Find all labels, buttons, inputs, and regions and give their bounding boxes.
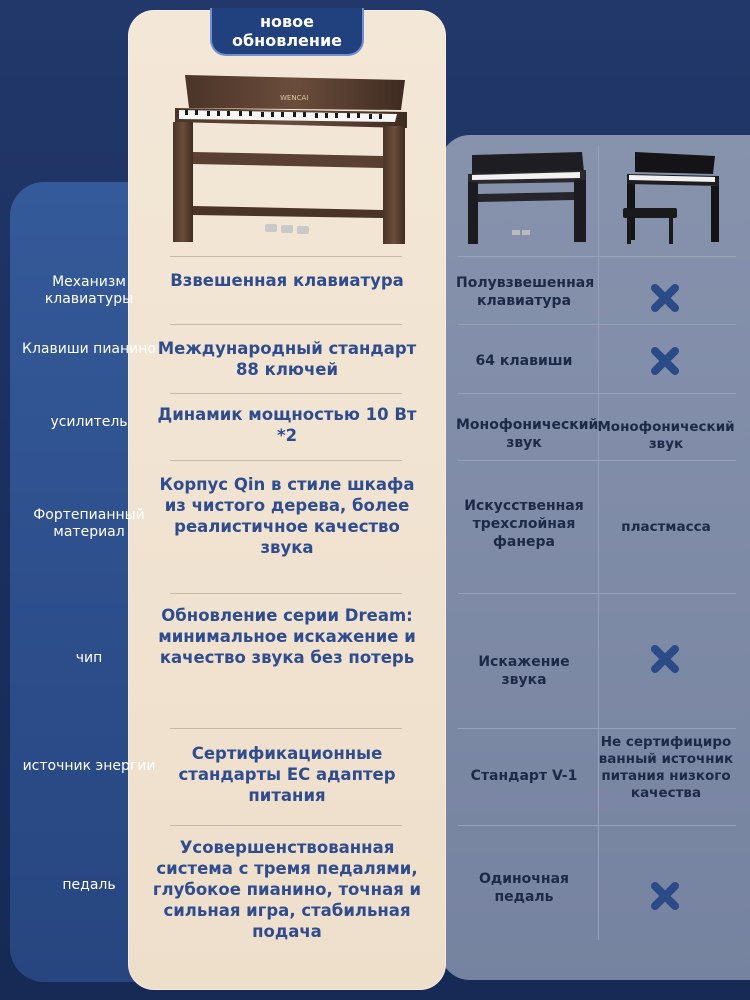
competitor1-chip: Искажение звука	[478, 654, 570, 688]
row-divider	[458, 324, 736, 325]
row-divider	[458, 825, 736, 826]
competitor2-material: пластмасса	[621, 519, 711, 535]
feature-label-pedal: педаль	[62, 877, 116, 893]
badge-line-1: новое	[259, 12, 314, 31]
competitor1-keyboard-mechanism: Полувзвешенная клавиатура	[456, 275, 595, 309]
row-divider	[170, 256, 402, 257]
x-mark-icon	[648, 879, 682, 913]
x-mark-icon	[648, 344, 682, 378]
piano-brand-text: WENCAI	[280, 94, 309, 102]
row-divider	[170, 593, 402, 594]
row-divider	[170, 460, 402, 461]
feature-label-chip: чип	[75, 650, 103, 666]
x-mark-icon	[648, 642, 682, 676]
ours-piano-keys: Международный стандарт 88 ключей	[157, 339, 417, 379]
competitor2-amplifier: Монофонический звук	[597, 419, 735, 452]
wood-digital-piano-image	[165, 70, 415, 250]
row-divider	[170, 825, 402, 826]
competitor1-amplifier: Монофонический звук	[456, 417, 599, 451]
row-divider	[170, 728, 402, 729]
badge-line-2: обновление	[231, 31, 343, 50]
competitors-column	[440, 135, 750, 980]
feature-label-power-source: источник энергии	[22, 758, 156, 774]
competitor1-pedal: Одиночная педаль	[478, 871, 570, 905]
row-divider	[170, 393, 402, 394]
black-digital-piano-image	[462, 150, 592, 250]
ours-power-source: Сертификационные стандарты ЕС адаптер питания	[178, 744, 396, 805]
row-divider	[170, 324, 402, 325]
row-divider	[458, 256, 736, 257]
row-divider	[458, 393, 736, 394]
competitor2-power-source: Не сертифицированный источник питания низкого качества	[598, 734, 734, 801]
feature-label-keyboard-mechanism: Механизм клавиатуры	[44, 274, 134, 307]
ours-material: Корпус Qin в стиле шкафа из чистого дерева, более реалистичное качество звука	[159, 475, 415, 557]
feature-label-amplifier: усилитель	[50, 414, 128, 430]
new-update-badge	[210, 8, 364, 56]
feature-label-piano-keys: Клавиши пианино	[22, 341, 156, 357]
ours-chip: Обновление серии Dream: минимальное искажение и качество звука без потерь	[158, 606, 416, 667]
row-divider	[458, 728, 736, 729]
competitor1-power-source: Стандарт V-1	[470, 768, 578, 784]
competitor-column-divider	[598, 145, 599, 940]
feature-label-material: Фортепианный материал	[33, 507, 145, 540]
x-mark-icon	[648, 281, 682, 315]
row-divider	[458, 460, 736, 461]
ours-amplifier: Динамик мощностью 10 Вт *2	[157, 405, 417, 445]
piano-with-bench-image	[615, 148, 725, 248]
ours-keyboard-mechanism: Взвешенная клавиатура	[170, 271, 404, 290]
competitor1-piano-keys: 64 клавиши	[475, 353, 573, 369]
competitor1-material: Искусственная трехслойная фанера	[464, 498, 584, 550]
row-divider	[458, 593, 736, 594]
ours-pedal: Усовершенствованная система с тремя педалями, глубокое пианино, точная и сильная игра, стабильная подача	[152, 838, 422, 941]
